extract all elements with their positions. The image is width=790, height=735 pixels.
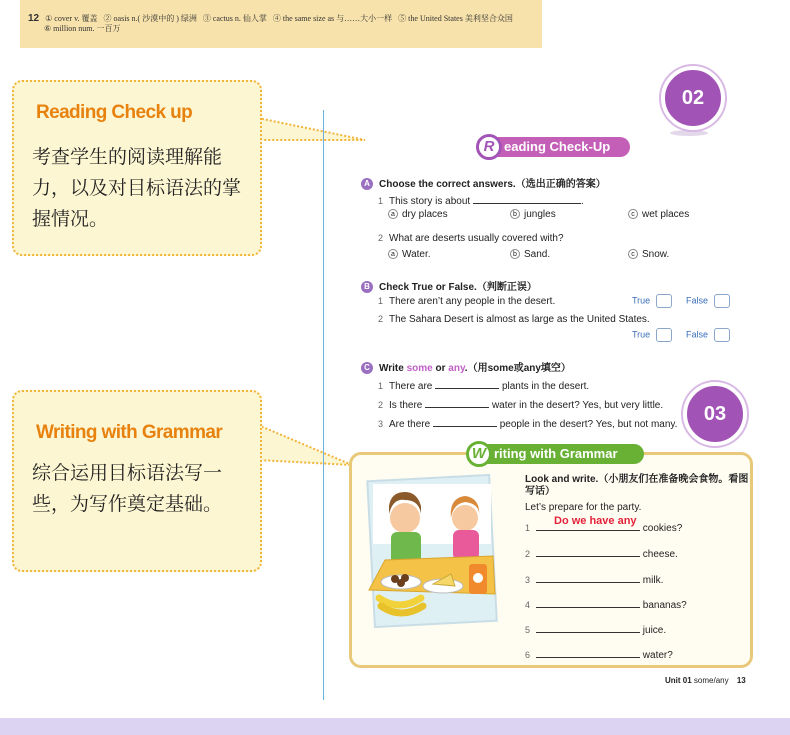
section-c-heading [361,359,571,374]
keyword-some: some [406,363,433,374]
statement-text: The Sahara Desert is almost as large as the United States. [389,314,650,325]
false-label: False [686,329,709,340]
bottom-bar [0,718,790,735]
statement-b2 [378,314,650,325]
option-a1-b[interactable] [510,209,556,220]
callout-title: Writing with Grammar [36,422,223,443]
item-text: cheese. [642,549,678,560]
callout-body: 考查学生的阅读理解能力，以及对目标语法的掌握情况。 [32,146,242,230]
option-a2-c[interactable] [628,249,669,260]
writing-item-4 [525,597,687,611]
false-option[interactable] [686,328,730,342]
statement-text: There aren’t any people in the desert. [389,296,556,307]
answer-blank[interactable] [536,647,640,658]
item-number: 3 [525,575,531,585]
handwritten-answer: Do we have any [554,515,637,527]
footer-unit: Unit 01 [665,676,692,685]
banner-text: eading Check-Up [504,139,611,154]
item-text: cookies? [642,523,683,534]
true-label: True [632,295,651,306]
answer-blank[interactable] [425,397,489,408]
page-footer [665,676,746,685]
party-food-illustration [365,470,500,630]
keyword-any: any [448,363,465,374]
answer-blank[interactable] [473,193,581,204]
writing-item-5 [525,622,666,636]
section-b-heading [361,278,537,293]
item-number: 2 [378,400,384,410]
item-text: bananas? [642,600,687,611]
heading-part: Write [379,363,407,374]
item-number: 6 [525,650,531,660]
section-letter-icon: A [361,178,373,190]
option-mark: c [628,209,638,219]
item-number: 1 [378,381,384,391]
section-heading-text: Choose the correct answers.（选出正确的答案） [379,179,606,190]
true-checkbox[interactable] [656,294,672,308]
right-page-number: 13 [736,676,746,685]
answer-blank[interactable] [536,572,640,583]
section-heading-text: Check True or False.（判断正误） [379,282,537,293]
item-text: people in the desert? Yes, but not many. [499,419,678,430]
option-mark: a [388,249,398,259]
question-a2 [378,233,564,244]
item-number: 2 [525,549,531,559]
writing-item-2 [525,546,678,560]
answer-blank[interactable] [435,378,499,389]
false-checkbox[interactable] [714,328,730,342]
item-text: water in the desert? Yes, but very little. [491,400,664,411]
option-text: Sand. [524,249,551,260]
statement-number: 1 [378,296,384,306]
heading-part: or [432,363,449,374]
writing-item-3 [525,572,663,586]
fill-c3 [378,416,677,430]
footer-topic: some/any [693,676,729,685]
footnote-line-1: ① cover v. 覆盖 ② oasis n.( 沙漠中的 ) 绿洲 ③ cactus n. 仙人掌 ④ the same size as 与……大小一样 ⑤ the United States 美利坚合众国 [45,14,513,23]
callout-body: 综合运用目标语法写一些，为写作奠定基础。 [32,462,223,515]
banner-letter-icon: W [466,441,492,467]
question-number: 2 [378,233,384,243]
answer-blank[interactable] [536,622,640,633]
callout-pointer-reading [258,118,365,140]
option-a1-a[interactable] [388,209,448,220]
answer-blank[interactable] [536,515,640,531]
false-label: False [686,295,709,306]
writing-instruction-line-2: 写话） [525,486,555,497]
section-badge-02: 02 [661,66,725,130]
item-text: milk. [642,575,664,586]
writing-instruction-line-1: Look and write.（小朋友们在准备晚会食物。看图 [525,474,749,485]
item-number: 3 [378,419,384,429]
option-mark: a [388,209,398,219]
item-number: 5 [525,625,531,635]
writing-grammar-banner [470,444,644,464]
callout-writing-grammar [12,390,262,572]
fill-c2 [378,397,663,411]
item-number: 4 [525,600,531,610]
option-mark: b [510,209,520,219]
false-checkbox[interactable] [714,294,730,308]
item-text: juice. [642,625,667,636]
answer-blank[interactable] [536,597,640,608]
option-text: jungles [524,209,556,220]
option-text: dry places [402,209,448,220]
question-number: 1 [378,196,384,206]
true-label: True [632,329,651,340]
option-text: Snow. [642,249,670,260]
heading-part: .（用some或any填空） [464,363,571,374]
option-a2-a[interactable] [388,249,431,260]
true-checkbox[interactable] [656,328,672,342]
banner-text: riting with Grammar [494,446,618,461]
section-badge-03: 03 [683,382,747,446]
item-text: Is there [389,400,423,411]
question-end: . [580,196,584,207]
item-text: There are [389,381,433,392]
writing-item-6 [525,647,673,661]
callout-pointer-writing [258,425,352,465]
item-text: water? [642,650,673,661]
answer-blank[interactable] [536,546,640,557]
section-letter-icon: C [361,362,373,374]
question-a1 [378,193,584,207]
left-page-number: 12 [28,13,40,24]
option-mark: c [628,249,638,259]
footnote-line-2: ⑥ million num. 一百万 [44,24,121,33]
item-text: plants in the desert. [501,381,590,392]
writing-item-1 [525,515,683,534]
reading-check-banner [480,137,630,157]
section-letter-icon: B [361,281,373,293]
question-text: This story is about [389,196,471,207]
option-a1-c[interactable] [628,209,689,220]
answer-blank[interactable] [433,416,497,427]
banner-letter-icon: R [476,134,502,160]
item-number: 1 [525,523,531,533]
true-option[interactable] [632,328,672,342]
question-text: What are deserts usually covered with? [389,233,564,244]
true-option[interactable] [632,294,672,308]
fill-c1 [378,378,589,392]
callout-title: Reading Check up [36,102,193,123]
section-a-heading [361,175,606,190]
option-a2-b[interactable] [510,249,550,260]
statement-number: 2 [378,314,384,324]
option-text: wet places [642,209,690,220]
writing-lead: Let’s prepare for the party. [525,502,642,513]
option-text: Water. [402,249,431,260]
statement-b1 [378,296,555,307]
callout-reading-check [12,80,262,256]
false-option[interactable] [686,294,730,308]
option-mark: b [510,249,520,259]
page-divider [323,110,324,700]
item-text: Are there [389,419,431,430]
